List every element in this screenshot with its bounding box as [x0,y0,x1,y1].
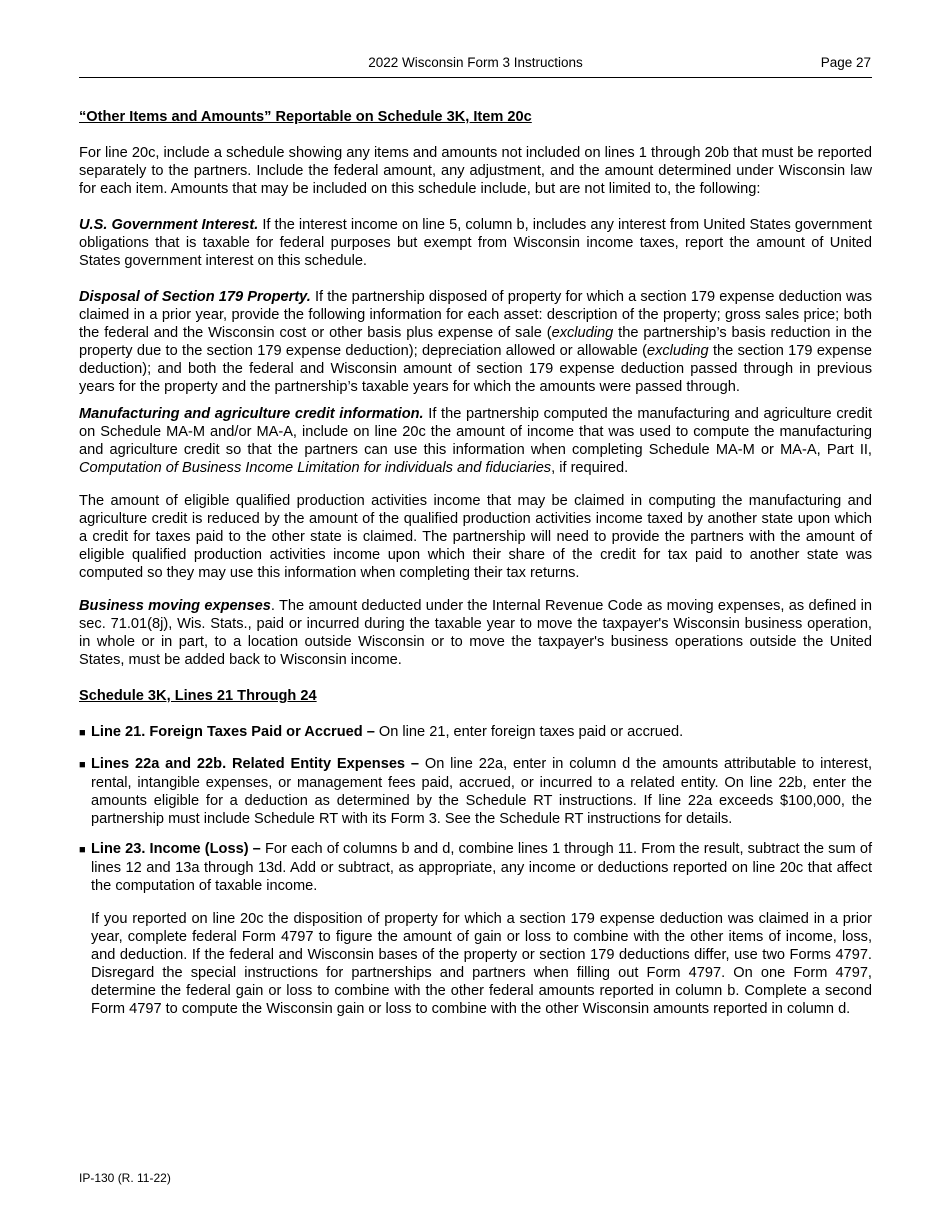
form-code-footer: IP-130 (R. 11-22) [79,1171,171,1185]
paragraph-manufacturing-credit [79,405,872,477]
section-179-text-1: If the partnership disposed of property for which a section 179 expense deduction was claimed in a prior year, provide the following information for each asset: description of the property; gross sales price; both the federal and the Wisconsin cost or other basis plus expense of sale ( [79,289,872,341]
section-179-text-2: the partnership’s basis reduction in the property due to the section 179 expense deduction); depreciation allowed or allowable ( [79,325,872,359]
section-heading-lines-21-24: Schedule 3K, Lines 21 Through 24 [79,688,317,704]
document-title: 2022 Wisconsin Form 3 Instructions [368,55,583,70]
paragraph-line-23-form-4797: If you reported on line 20c the disposition of property for which a section 179 expense deduction was claimed in a prior year, complete federal Form 4797 to figure the amount of gain or loss to combine with the other items of income, loss, and deduction. If the federal and Wisconsin bases of the property or section 179 deductions differ, use two Forms 4797. Disregard the special instructions for partnerships and partners when filling out Form 4797. On one Form 4797, determine the federal gain or loss to combine with the other federal amounts reported in column b. Complete a second Form 4797 to compute the Wisconsin gain or loss to combine with the other Wisconsin amounts reported in column d. [91,911,872,1017]
line-21-title: Line 21. Foreign Taxes Paid or Accrued – [91,724,375,740]
page-content [79,108,872,1018]
bullet-square-icon: ■ [79,844,86,856]
line-23-text: For each of columns b and d, combine lines 1 through 11. From the result, subtract the sum of lines 12 and 13a through 13d. Add or subtract, as appropriate, any income or deductions reported on line 20c that affect the computation of taxable income. [91,841,873,894]
manufacturing-credit-italic-part: Computation of Business Income Limitation for individuals and fiduciaries [79,460,552,476]
us-government-interest-text: If the interest income on line 5, column b, includes any interest from United States government obligations that is taxable for federal purposes but exempt from Wisconsin income taxes, report the amount of United States government interest on this schedule. [79,217,872,269]
us-government-interest-title: U.S. Government Interest. [79,217,259,233]
paragraph-business-moving-expenses [79,597,872,669]
manufacturing-credit-title: Manufacturing and agriculture credit information. [79,406,424,422]
line-23-title: Line 23. Income (Loss) – [91,841,261,857]
bullet-square-icon: ■ [79,759,86,771]
paragraph-line-20c-intro: For line 20c, include a schedule showing any items and amounts not included on lines 1 through 20b that must be reported separately to the partners. Include the federal amount, any adjustment, and the amount determined under Wisconsin law for each item. Amounts that may be included on this schedule include, but are not limited to, the following: [79,145,872,197]
paragraph-section-179-disposal [79,288,872,396]
paragraph-qualified-production-income: The amount of eligible qualified production activities income that may be claimed in computing the manufacturing and agriculture credit is reduced by the amount of the qualified production activities income taxed by another state upon which a credit for taxes paid to the other state is claimed. The partnership will need to provide the partners with the amount of eligible qualified production activities income upon which their share of the credit for tax paid to another state was computed so they may use this information when completing their tax returns. [79,493,872,581]
business-moving-text: . The amount deducted under the Internal Revenue Code as moving expenses, as defined in sec. 71.01(8j), Wis. Stats., paid or incurred during the taxable year to move the taxpayer's Wisconsin business operation, in whole or in part, to a location outside Wisconsin or to move the taxpayer's business operations outside the United States, must be added back to Wisconsin income. [79,598,872,668]
bullet-line-23 [79,840,872,895]
page-header [79,55,872,78]
manufacturing-credit-text-2: , if required. [551,460,629,476]
section-179-text-3: the section 179 expense deduction); and both the federal and Wisconsin amount of section 179 expense deduction passed through in previous years for the property and the partnership’s taxable years for which the amounts were passed through. [79,343,872,395]
section-179-italic-excluding-2: excluding [646,343,709,359]
section-179-title: Disposal of Section 179 Property. [79,289,311,305]
section-179-italic-excluding: excluding [551,325,614,341]
bullet-lines-22a-22b [79,755,872,828]
manufacturing-credit-text-1: If the partnership computed the manufacturing and agriculture credit on Schedule MA-M and/or MA-A, include on line 20c the amount of income that was used to compute the manufacturing and agriculture credit so that the partners can use this information when completing Schedule MA-M or MA-A, Part II, [79,406,873,458]
business-moving-title: Business moving expenses [79,598,271,614]
lines-22-title: Lines 22a and 22b. Related Entity Expenses – [91,756,420,772]
lines-22-text: On line 22a, enter in column d the amounts attributable to interest, rental, intangible expenses, or management fees paid, accrued, or incurred to a related entity. On line 22b, enter the amounts eligible for a deduction as determined by the Schedule RT instructions. If line 22a exceeds $100,000, the partnership must include Schedule RT with its Form 3. See the Schedule RT instructions for details. [91,756,873,827]
paragraph-us-government-interest [79,216,872,270]
page-number: Page 27 [820,55,871,70]
bullet-square-icon: ■ [79,727,86,739]
bullet-line-21 [79,723,872,742]
section-heading-other-items: “Other Items and Amounts” Reportable on Schedule 3K, Item 20c [79,109,532,125]
line-21-text: On line 21, enter foreign taxes paid or accrued. [374,724,684,740]
